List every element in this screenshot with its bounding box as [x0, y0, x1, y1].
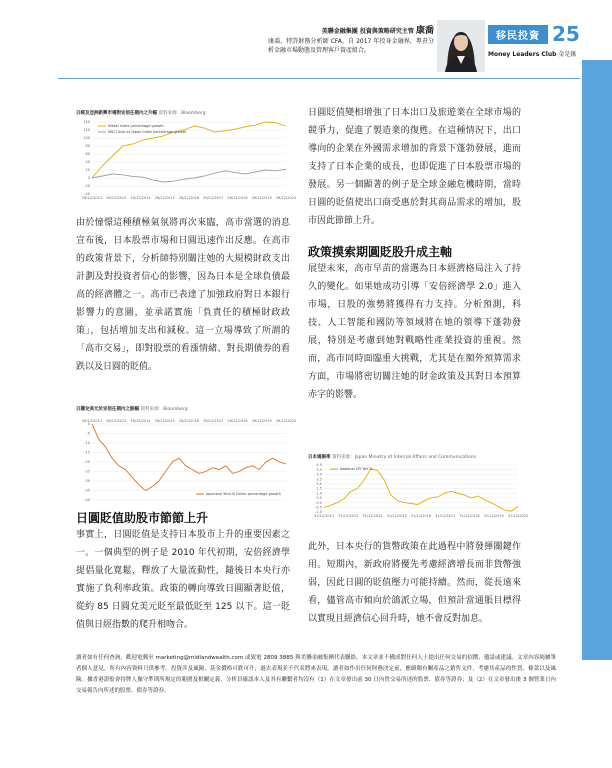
y-tick-label: 4.0	[316, 463, 322, 468]
y-tick-label: -1.0	[315, 510, 322, 515]
y-tick-label: -20	[84, 460, 90, 465]
y-tick-label: 40	[85, 160, 90, 165]
section-label: 移民投資	[488, 25, 548, 44]
x-tick-label: 28/12/2019	[251, 419, 272, 423]
x-tick-label: 31/12/2016	[410, 514, 432, 518]
x-tick-label: 31/12/2017	[435, 514, 456, 518]
x-tick-label: 28/12/2019	[251, 196, 272, 200]
chart-yen-usd	[76, 406, 297, 506]
right-paragraph-1: 日圓貶值變相增強了日本出口及旅遊業在全球市場的競爭力，促進了製造業的復甦。在這種情況下，出口導向的企業在外國需求增加的背景下蓬勃發展，進而支持了日本企業的成長，也即促進了日本股票市場的發展。另一個顯著的例子是全球金融危機時期，當時日圓的貶值使出口商受惠於對其商品需求的增加，股市因此節節上升。	[308, 108, 521, 226]
legend-label: Japanese Yen/US Dollar percentage growth	[206, 492, 281, 497]
club-name: Money Leaders Club	[488, 51, 557, 58]
left-column-top	[76, 214, 290, 376]
y-tick-label: 0	[87, 176, 90, 181]
y-tick-label: -5	[86, 431, 90, 436]
x-tick-label: 28/12/2016	[178, 419, 200, 423]
chart-svg	[76, 412, 297, 504]
x-tick-label: 31/12/2020	[507, 514, 529, 518]
chart-japan-inflation	[308, 454, 529, 522]
y-tick-label: -25	[84, 469, 90, 474]
chart-nikkei-vs-msci	[76, 110, 297, 206]
x-tick-label: 28/12/2020	[275, 419, 297, 423]
x-tick-label: 31/12/2012	[313, 514, 335, 518]
y-tick-label: 3.5	[316, 467, 322, 472]
x-tick-label: 31/12/2018	[459, 514, 480, 518]
masthead	[488, 22, 612, 58]
x-tick-label: 28/12/2014	[130, 196, 151, 200]
right-column-bottom	[308, 538, 521, 628]
y-tick-label: -0.5	[315, 505, 322, 510]
x-tick-label: 28/12/2018	[227, 196, 248, 200]
y-tick-label: 1.5	[316, 486, 322, 491]
author-title: 美聯金融集團 投資與策略研究主管	[321, 28, 414, 35]
right-paragraph-2: 展望未來，高市早苗的當選為日本經濟格局注入了持久的變化。如果她成功引導「安倍經濟學 2.0」進入市場，日股的強勢將獲得有力支持。分析預測，科技、人工智能和國防等領域將在她的領導下蓬勃發展，特別是考慮到她對戰略性產業投資的重視。然而，高市同時面臨重大挑戰，尤其是在額外預算需求方面，市場將密切關注她的財金政策及其對日本預算赤字的影響。	[308, 264, 521, 400]
y-tick-label: 100	[83, 136, 90, 141]
y-tick-label: 60	[85, 152, 90, 157]
chart-title: 日本通脹率 資料來源：Japan Ministry of Internal Affairs and Communications	[308, 455, 476, 460]
left-paragraph-2: 事實上，日圓貶值是支持日本股市上升的重要因素之一。一個典型的例子是 2010 年代初期，安倍經濟學提倡量化寬鬆，釋放了大量流動性，隨後日本央行亦實施了負利率政策。政策的轉向導致日圓顯著貶值，從約 85 日圓兌美元貶至最低貶至 125 以下。這一貶值與日經指數的爬升相吻合。	[76, 530, 290, 630]
disclaimer: 讀者如有任何查詢，歡迎電郵至 marketing@midlandwealth.com 或致電 2809 3885 與美聯金融集團代表聯絡。本文章並不構成對任何人士提出任何交易的招攬、邀請或建議。文章內容純屬筆者個人意見，所有內容資料只供參考。投資涉及風險，基金價格可跌可升，過去表現並不代表將來表現。讀者如作出任何財務決定前，應細閱有關產品之銷售文件，考慮其產品的性質、條款以及風險。據香港證監會持牌人操守準則所規定的範圍及相關定義，分析員確認本人及其有聯繫者均沒有（1）在文章發出前 30 日內曾交易所述的股票、債券等證券；及（2）在文章發出後 3 個營業日內交易報告內所述的股票、債券等證券。	[76, 655, 556, 694]
right-paragraph-3: 此外，日本央行的貨幣政策在此過程中將發揮關鍵作用。短期內，新政府將優先考慮經濟增長而非貨幣強弱，因此日圓的貶值壓力可能持續。然而，從長遠來看，儘管高市傾向於鴿派立場，但預計當通脹目標得以實現且經濟信心回升時，她不會反對加息。	[308, 542, 521, 624]
x-tick-label: 28/12/2016	[178, 196, 200, 200]
y-tick-label: 120	[83, 128, 90, 133]
left-column-bottom	[76, 510, 290, 634]
author-title-line	[268, 27, 434, 36]
y-tick-label: 0.0	[316, 500, 322, 505]
y-tick-label: -40	[84, 498, 90, 503]
y-tick-label: -10	[84, 441, 90, 446]
author-photo	[437, 20, 485, 72]
legend-label: Nikkei Index percentage growth	[108, 124, 164, 129]
page-number: 25	[552, 22, 580, 46]
x-tick-label: 31/12/2014	[362, 514, 383, 518]
x-tick-label: 28/12/2015	[154, 419, 175, 423]
x-tick-label: 28/12/2020	[275, 196, 297, 200]
x-tick-label: 31/12/2013	[338, 514, 359, 518]
x-tick-label: 28/12/2014	[130, 419, 151, 423]
y-tick-label: 0.5	[316, 496, 322, 501]
left-heading: 日圓貶值助股市節節上升	[76, 511, 209, 525]
side-color-stripe	[582, 60, 612, 660]
x-tick-label: 28/12/2013	[106, 196, 127, 200]
series-line-0	[92, 424, 286, 491]
chart-title: 日經及亞洲新興市場對安倍任期內之升幅 資料來源：Bloomberg	[76, 111, 206, 116]
right-heading: 政策摸索期圓貶股升成主軸	[308, 245, 453, 259]
x-tick-label: 31/12/2015	[386, 514, 407, 518]
x-tick-label: 28/12/2017	[203, 196, 224, 200]
y-tick-label: -15	[84, 450, 90, 455]
author-bio: 康喬，特許財務分析師 CFA，自 2017 年投身金融界，專責分析金融市場動態及管理客戶資產組合。	[268, 38, 434, 54]
x-tick-label: 28/12/2013	[106, 419, 127, 423]
x-tick-label: 28/12/2012	[81, 419, 103, 423]
chart-title: 日圓兌美元於安倍任期內之跌幅 資料來源：Bloomberg	[76, 407, 188, 412]
y-tick-label: -40	[84, 192, 90, 197]
y-tick-label: 3.0	[316, 472, 322, 477]
y-tick-label: -20	[84, 184, 90, 189]
legend-label: National CPI YoY %	[340, 467, 373, 472]
x-tick-label: 28/12/2018	[227, 419, 248, 423]
right-column-top	[308, 104, 521, 404]
series-line-1	[92, 169, 286, 182]
author-name: 康喬	[415, 26, 434, 36]
author-block	[268, 27, 434, 55]
y-tick-label: 1.0	[316, 491, 322, 496]
y-tick-label: 2.5	[316, 477, 322, 482]
y-tick-label: 0	[87, 422, 90, 427]
y-tick-label: -30	[84, 479, 90, 484]
x-tick-label: 28/12/2012	[81, 196, 103, 200]
legend-label: MSCI Asia ex Japan Index percentage growth	[108, 130, 187, 135]
left-paragraph-1: 由於憧憬這種積極氣氛將再次來臨，高市當選的消息宣布後，日本股票市場和日圓迅速作出反應。在高市的政策背景下，分析師特別關注她的大規模財政支出計劃及對投資者信心的影響，因為日本是全球負債最高的經濟體之一。高市已表達了加強政府對日本銀行影響力的意圖，並承諾實施「負責任的積極財政政策」，包括增加支出和減稅。這一立場導致了所謂的「高市交易」，即對股票的看漲情緒、對長期債券的看跌以及日圓的貶值。	[76, 218, 290, 372]
x-tick-label: 31/12/2019	[483, 514, 504, 518]
club-line	[488, 49, 612, 58]
y-tick-label: 80	[85, 144, 90, 149]
y-tick-label: 20	[85, 168, 90, 173]
header-rule	[58, 78, 580, 79]
series-line-0	[324, 469, 518, 511]
y-tick-label: 140	[83, 120, 90, 125]
x-tick-label: 28/12/2017	[203, 419, 224, 423]
x-tick-label: 28/12/2015	[154, 196, 175, 200]
club-suffix: 金是匯	[558, 51, 577, 58]
chart-svg	[308, 460, 529, 522]
y-tick-label: 2.0	[316, 482, 322, 486]
y-tick-label: -35	[84, 488, 90, 493]
chart-svg	[76, 116, 297, 204]
